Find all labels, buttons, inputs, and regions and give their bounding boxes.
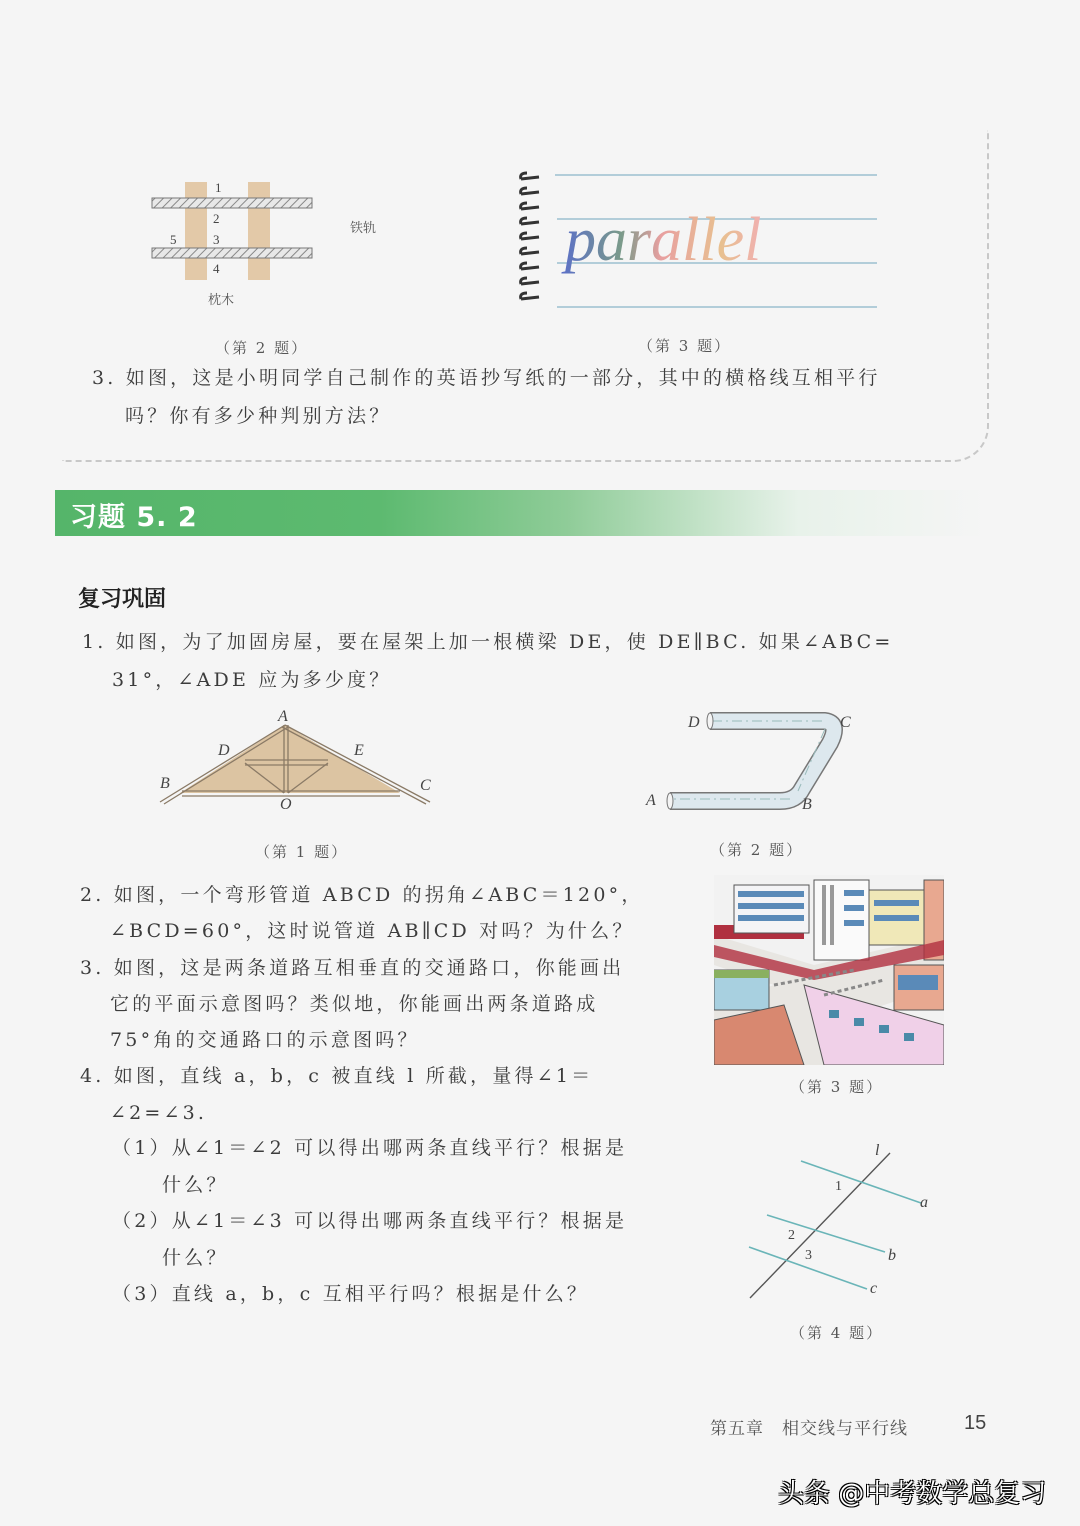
question-1-line1: 1. 如图，为了加固房屋，要在屋架上加一根横梁 DE，使 DE∥BC. 如果∠ABC= xyxy=(82,631,894,653)
page-number: 15 xyxy=(964,1412,987,1434)
roof-truss-figure xyxy=(150,705,450,815)
label-C: C xyxy=(420,777,431,794)
angle-1-label: 1 xyxy=(835,1179,842,1194)
label-a: a xyxy=(920,1194,928,1211)
traffic-intersection-illustration xyxy=(714,875,944,1065)
question-4-line2: ∠2=∠3. xyxy=(110,1102,208,1124)
label-D: D xyxy=(218,742,230,759)
chapter-footer: 第五章 相交线与平行线 xyxy=(710,1419,908,1439)
transversal-lines-figure xyxy=(725,1135,945,1305)
question-2-line1: 2. 如图，一个弯形管道 ABCD 的拐角∠ABC＝120°， xyxy=(80,884,644,906)
figure1-caption: （第 1 题） xyxy=(255,843,349,861)
section-title: 复习巩固 xyxy=(78,587,167,612)
box-question-3-line1: 3. 如图，这是小明同学自己制作的英语抄写纸的一部分，其中的横格线互相平行 xyxy=(92,367,881,389)
label-4: 4 xyxy=(213,261,220,276)
figure3-caption: （第 3 题） xyxy=(638,337,732,355)
angle-3-label: 3 xyxy=(805,1248,812,1263)
figure3-caption: （第 3 题） xyxy=(790,1078,884,1096)
pipe-figure xyxy=(640,705,870,815)
question-3-line1: 3. 如图，这是两条道路互相垂直的交通路口，你能画出 xyxy=(80,957,625,979)
question-4-sub2-line1: （2）从∠1＝∠3 可以得出哪两条直线平行？根据是 xyxy=(112,1210,628,1232)
question-3-line2: 它的平面示意图吗？类似地，你能画出两条道路成 xyxy=(110,993,599,1015)
question-4-sub2-line2: 什么？ xyxy=(162,1247,229,1269)
exercise-title: 习题 5. 2 xyxy=(70,502,198,533)
label-1: 1 xyxy=(215,180,222,195)
label-B: B xyxy=(802,796,812,813)
box-question-3-line2: 吗？你有多少种判别方法？ xyxy=(125,405,392,427)
parallel-word: parallel xyxy=(565,206,762,274)
label-D: D xyxy=(688,714,700,731)
label-B: B xyxy=(160,775,170,792)
figure4-caption: （第 4 题） xyxy=(790,1324,884,1342)
label-2: 2 xyxy=(213,211,220,226)
label-A: A xyxy=(278,708,288,725)
label-b: b xyxy=(888,1247,896,1264)
label-C: C xyxy=(840,714,851,731)
figure2-caption: （第 2 题） xyxy=(215,339,309,357)
label-c: c xyxy=(870,1280,878,1297)
label-A: A xyxy=(646,792,656,809)
question-2-line2: ∠BCD=60°，这时说管道 AB∥CD 对吗？为什么？ xyxy=(110,920,635,942)
angle-2-label: 2 xyxy=(788,1228,795,1243)
question-1-line2: 31°，∠ADE 应为多少度？ xyxy=(112,669,392,691)
label-l: l xyxy=(875,1142,880,1159)
rail-sleeper-figure xyxy=(140,170,400,320)
question-4-sub1-line2: 什么？ xyxy=(162,1174,229,1196)
label-3: 3 xyxy=(213,232,220,247)
label-E: E xyxy=(354,742,364,759)
question-4-sub3: （3）直线 a，b，c 互相平行吗？根据是什么？ xyxy=(112,1283,590,1305)
sleeper-label: 枕木 xyxy=(208,292,235,307)
label-O: O xyxy=(280,796,292,813)
notebook-figure xyxy=(505,155,885,315)
label-5: 5 xyxy=(170,232,177,247)
question-4-line1: 4. 如图，直线 a，b，c 被直线 l 所截，量得∠1＝ xyxy=(80,1065,594,1087)
figure2-pipe-caption: （第 2 题） xyxy=(710,841,804,859)
question-4-sub1-line1: （1）从∠1＝∠2 可以得出哪两条直线平行？根据是 xyxy=(112,1137,628,1159)
rail-label: 铁轨 xyxy=(350,220,377,235)
question-3-line3: 75°角的交通路口的示意图吗？ xyxy=(110,1029,420,1051)
watermark: 头条 @中考数学总复习 xyxy=(778,1479,1047,1509)
